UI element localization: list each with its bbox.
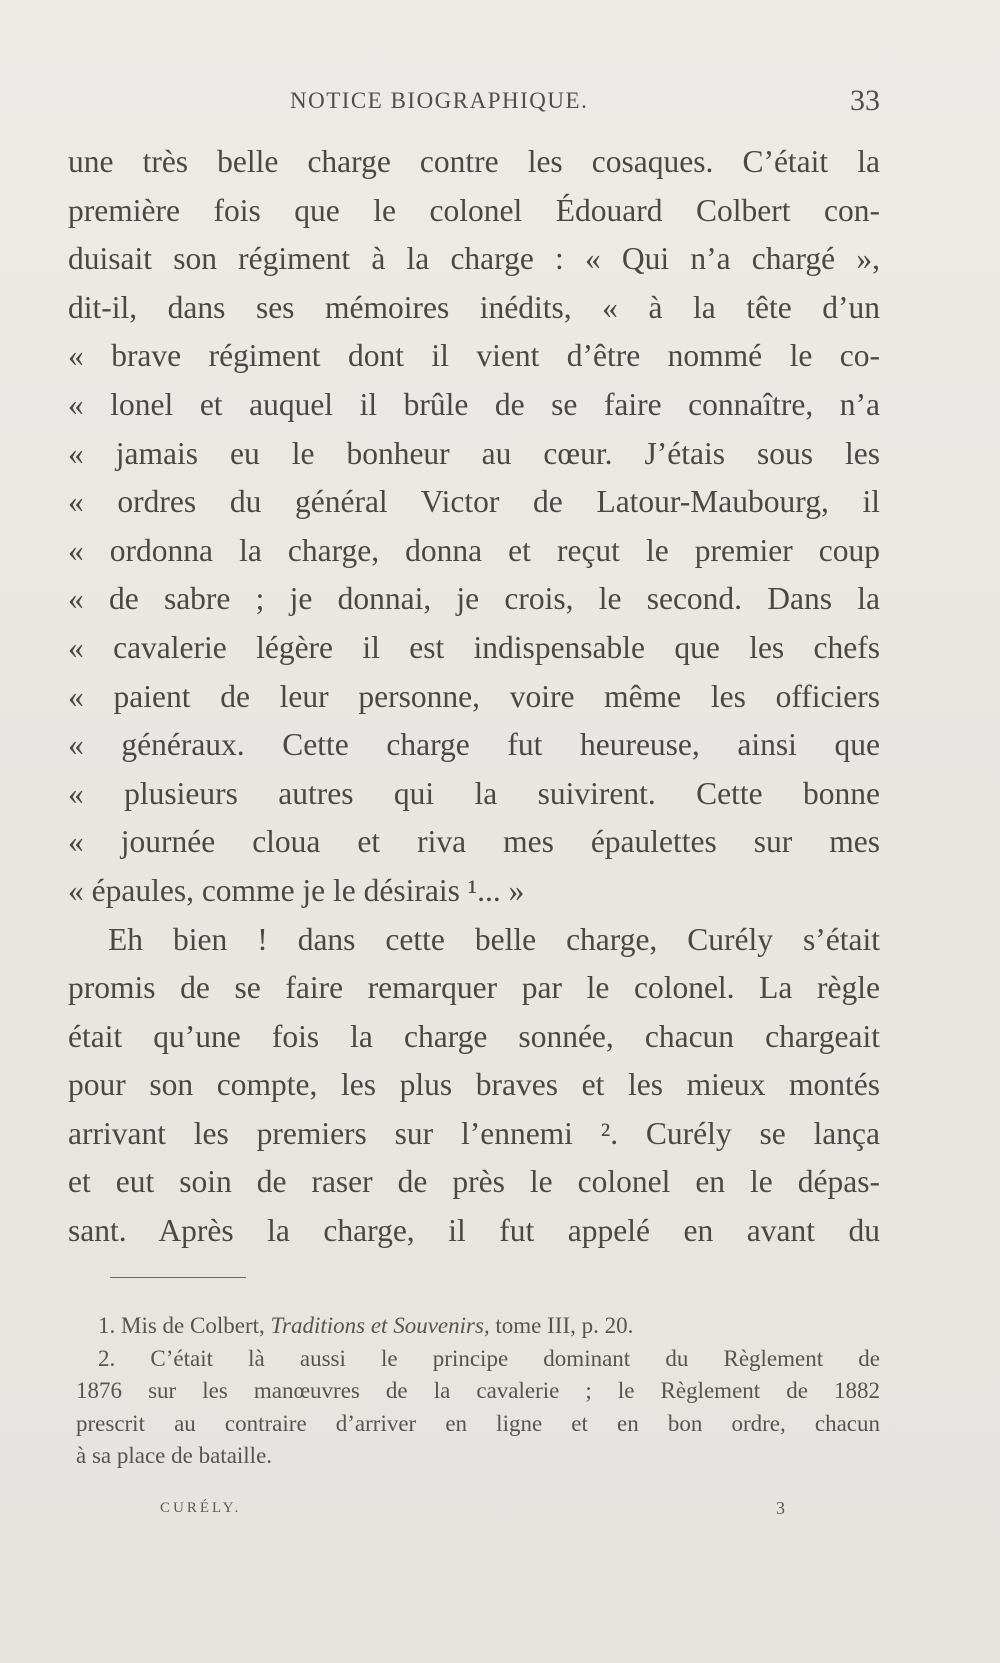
body-line: « épaules, comme je le désirais ¹... » xyxy=(68,872,525,908)
body-line: « journée cloua et riva mes épaulettes sur mes xyxy=(68,824,880,860)
signature-number: 3 xyxy=(776,1498,785,1518)
body-line: « cavalerie légère il est indispensable que les chefs xyxy=(68,629,880,665)
body-line: Eh bien ! dans cette belle charge, Curély s’était xyxy=(108,921,880,957)
body-line: une très belle charge contre les cosaques. C’était la xyxy=(68,144,880,179)
body-line: dit-il, dans ses mémoires inédits, « à la tête d’un xyxy=(68,289,880,325)
body-line: « ordonna la charge, donna et reçut le premier coup xyxy=(68,532,880,568)
body-line: arrivant les premiers sur l’ennemi ². Curély se lança xyxy=(68,1115,880,1151)
footnote-2-line: 2. C’était là aussi le principe dominant du Règlement de xyxy=(98,1345,880,1371)
footnote-2-line: 1876 sur les manœuvres de la cavalerie ; le Règlement de 1882 xyxy=(76,1378,880,1403)
footnote-1-suffix: tome III, p. 20. xyxy=(489,1313,634,1338)
body-line: « de sabre ; je donnai, je crois, le second. Dans la xyxy=(68,581,880,617)
body-line: « brave régiment dont il vient d’être nommé le co- xyxy=(68,338,880,374)
footnote-1-title: Traditions et Souvenirs, xyxy=(270,1313,490,1338)
body-line: « jamais eu le bonheur au cœur. J’étais sous les xyxy=(68,435,880,471)
body-line: « plusieurs autres qui la suivirent. Cette bonne xyxy=(68,775,880,811)
body-line: « lonel et auquel il brûle de se faire connaître, n’a xyxy=(68,386,880,422)
body-line: « généraux. Cette charge fut heureuse, ainsi que xyxy=(68,727,880,763)
signature-name: CURÉLY. xyxy=(160,1500,242,1516)
page-number: 33 xyxy=(850,84,880,117)
body-line: première fois que le colonel Édouard Colbert con- xyxy=(68,192,880,228)
body-line: duisait son régiment à la charge : « Qui n’a chargé », xyxy=(68,241,880,277)
body-line: promis de se faire remarquer par le colonel. La règle xyxy=(68,970,880,1006)
footnotes xyxy=(76,1310,880,1473)
body-line: était qu’une fois la charge sonnée, chacun chargeait xyxy=(68,1018,880,1054)
body-line: pour son compte, les plus braves et les mieux montés xyxy=(68,1067,880,1103)
body-text xyxy=(68,138,880,1256)
running-head xyxy=(0,84,1000,124)
footnote-1-prefix: 1. Mis de Colbert, xyxy=(98,1313,271,1338)
body-line: et eut soin de raser de près le colonel en le dépas- xyxy=(68,1164,880,1200)
body-line: sant. Après la charge, il fut appelé en avant du xyxy=(68,1213,880,1249)
footnote-1 xyxy=(76,1310,880,1343)
body-line: « paient de leur personne, voire même les officiers xyxy=(68,678,880,714)
signature-line xyxy=(0,1500,1000,1530)
running-head-title: NOTICE BIOGRAPHIQUE. xyxy=(290,88,589,113)
body-line: « ordres du général Victor de Latour-Maubourg, il xyxy=(68,484,880,520)
footnote-2-line: à sa place de bataille. xyxy=(76,1443,273,1468)
footnote-rule xyxy=(110,1277,246,1278)
footnote-2-line: prescrit au contraire d’arriver en ligne et en bon ordre, chacun xyxy=(76,1410,880,1436)
